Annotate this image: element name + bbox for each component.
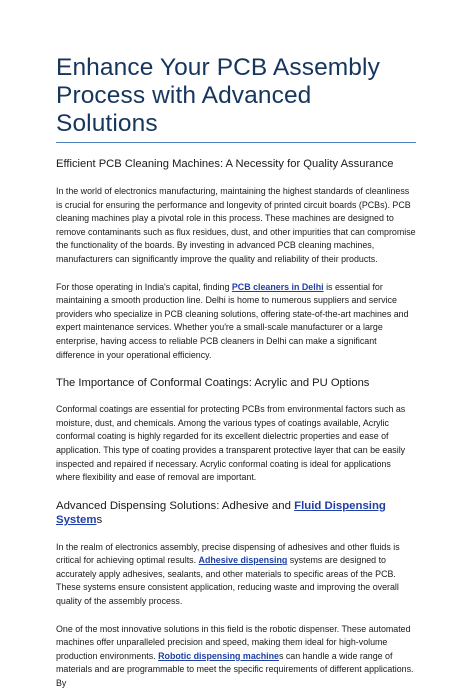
heading-text: Advanced Dispensing Solutions: Adhesive and xyxy=(56,499,295,512)
heading-text: s xyxy=(96,513,103,526)
paragraph-text: s can handle a wide range of materials and are programmable to meet the specific requirements of different applications. By xyxy=(56,650,414,689)
link-robotic-dispensing-machine[interactable]: Robotic dispensing machine xyxy=(158,650,279,661)
paragraph-text: For those operating in India's capital, finding xyxy=(56,281,232,292)
paragraph-text: In the realm of electronics assembly, precise dispensing of adhesives and other fluids is critical for achieving optimal results. xyxy=(56,541,400,566)
link-fluid-dispensing-system[interactable]: Fluid Dispensing System xyxy=(56,499,386,526)
paragraph-text: One of the most innovative solutions in this field is the robotic dispenser. These automated machines offer unparalleled precision and speed, making them ideal for high-volume production environments. xyxy=(56,623,411,661)
section-heading-conformal-coatings: The Importance of Conformal Coatings: Acrylic and PU Options xyxy=(56,377,370,390)
paragraph-adhesive-dispensing xyxy=(56,541,416,609)
section-heading-dispensing xyxy=(56,499,416,527)
link-adhesive-dispensing[interactable]: Adhesive dispensing xyxy=(198,555,288,566)
paragraph-pcb-cleaners-delhi xyxy=(56,281,416,363)
paragraph-pcb-cleaning-intro: In the world of electronics manufacturing, maintaining the highest standards of cleanliness is crucial for ensuring the performance and longevity of printed circuit boards (PCBs). PCB cleaning machines play a pivotal role in this process. These machines are designed to remove contaminants such as flux residues, dust, and other impurities that can compromise the functionality of the boards. By investing in advanced PCB cleaning machines, manufacturers can significantly improve the quality and reliability of their products. xyxy=(56,186,416,264)
title-divider xyxy=(56,142,416,143)
paragraph-text: is essential for maintaining a smooth production line. Delhi is home to numerous suppliers and service providers who specialize in PCB cleaning solutions, offering state-of-the-art machines and expert maintenance services. Whether you're a small-scale manufacturer or a large enterprise, having access to reliable PCB cleaners in Delhi can make a significant difference in your operational efficiency. xyxy=(56,281,409,360)
paragraph-robotic-dispensing xyxy=(56,623,416,691)
document-title: Enhance Your PCB Assembly Process with Advanced Solutions xyxy=(56,54,380,137)
paragraph-conformal-coatings: Conformal coatings are essential for protecting PCBs from environmental factors such as moisture, dust, and chemicals. Among the various types of coatings available, Acrylic conformal coating is highly regarded for its excellent dielectric properties and ease of application. This type of coating provides a transparent protective layer that can be easily inspected and repaired if necessary. Acrylic conformal coating is ideal for applications where flexibility and ease of removal are important. xyxy=(56,404,406,483)
section-heading-pcb-cleaning: Efficient PCB Cleaning Machines: A Necessity for Quality Assurance xyxy=(56,158,394,170)
paragraph-text: systems are designed to accurately apply adhesives, sealants, and other materials to specific areas of the PCB. These systems ensure consistent application, reducing waste and improving the overall quality of the assembly process. xyxy=(56,555,399,607)
link-pcb-cleaners-delhi[interactable]: PCB cleaners in Delhi xyxy=(231,281,324,292)
